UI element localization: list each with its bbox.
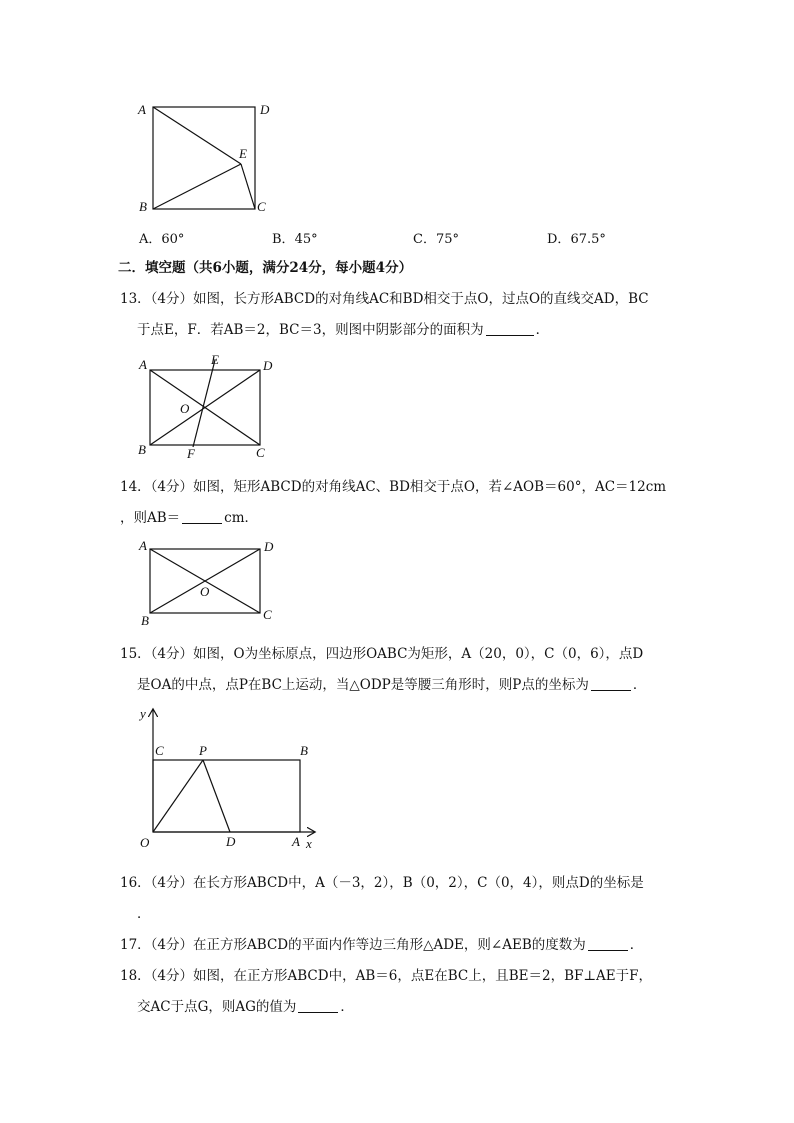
q15-label-c: C	[155, 743, 164, 758]
q15-label-a: A	[292, 834, 300, 849]
q16-text-line1: 16．（4分）在长方形ABCD中，A（－3，2），B（0，2），C（0，4），则点D的坐标是	[120, 875, 644, 891]
q12-option-a: A．60°	[139, 232, 185, 247]
q12-segment-ec	[241, 164, 255, 209]
q14-answer-blank[interactable]	[182, 509, 222, 524]
q15-label-d: D	[226, 834, 236, 849]
q13-label-e: E	[211, 352, 219, 367]
q17-answer-blank[interactable]	[588, 936, 628, 951]
q18-text-line1: 18．（4分）如图，在正方形ABCD中，AB＝6，点E在BC上，且BE＝2，BF⊥AE于F，	[120, 968, 653, 984]
q13-answer-blank[interactable]	[486, 321, 534, 336]
q12-label-b: B	[139, 199, 147, 214]
section-heading: 二．填空题（共6小题，满分24分，每小题4分）	[118, 260, 413, 276]
q14-label-b: B	[141, 613, 149, 628]
q17-text-line1: 17．（4分）在正方形ABCD的平面内作等边三角形△ADE，则∠AEB的度数为 ．	[120, 937, 644, 953]
q13-figure	[130, 350, 290, 462]
q13-label-c: C	[256, 445, 265, 460]
q13-label-a: A	[139, 357, 147, 372]
q13-label-o: O	[180, 401, 190, 416]
q14-label-d: D	[264, 539, 274, 554]
q18-answer-blank[interactable]	[298, 998, 338, 1013]
q15-segment-op	[153, 760, 203, 832]
q15-label-b: B	[300, 743, 308, 758]
q13-text-line1: 13．（4分）如图，长方形ABCD的对角线AC和BD相交于点O，过点O的直线交AD，BC	[120, 291, 649, 307]
q12-option-d: D．67.5°	[547, 232, 606, 247]
q14-label-a: A	[139, 538, 147, 553]
q12-label-d: D	[260, 102, 270, 117]
q13-label-d: D	[263, 358, 273, 373]
q14-label-c: C	[263, 607, 272, 622]
q15-label-p: P	[199, 743, 207, 758]
q14-text-line1: 14．（4分）如图，矩形ABCD的对角线AC、BD相交于点O，若∠AOB＝60°，AC＝12cm	[120, 479, 667, 495]
q15-answer-blank[interactable]	[591, 676, 631, 691]
q15-text-line2: 是OA的中点，点P在BC上运动，当△ODP是等腰三角形时，则P点的坐标为 ．	[137, 677, 647, 693]
q12-label-a: A	[138, 102, 146, 117]
q15-figure	[130, 700, 330, 855]
q16-text-line2: ．	[137, 906, 151, 922]
q13-label-f: F	[187, 446, 195, 461]
q14-figure	[130, 535, 290, 630]
q12-segment-be	[153, 164, 241, 209]
q15-label-o: O	[140, 835, 150, 850]
q15-segment-pd	[203, 760, 230, 832]
q12-label-e: E	[239, 146, 247, 161]
q14-text-line2: ，则AB＝ cm．	[120, 510, 259, 526]
q15-label-y: y	[140, 706, 146, 721]
q15-text-line1: 15．（4分）如图，O为坐标原点，四边形OABC为矩形，A（20，0），C（0，6），点D	[120, 646, 644, 662]
q18-text-line2: 交AC于点G，则AG的值为 ．	[137, 999, 354, 1015]
q12-option-c: C．75°	[413, 232, 459, 247]
q15-label-x: x	[306, 836, 312, 851]
q12-segment-ae	[153, 107, 241, 164]
q12-label-c: C	[257, 199, 266, 214]
q13-text-line2: 于点E，F．若AB＝2，BC＝3，则图中阴影部分的面积为 ．	[137, 322, 550, 338]
q14-label-o: O	[200, 584, 210, 599]
q12-option-b: B．45°	[272, 232, 318, 247]
q12-figure	[130, 98, 280, 218]
q13-label-b: B	[138, 442, 146, 457]
